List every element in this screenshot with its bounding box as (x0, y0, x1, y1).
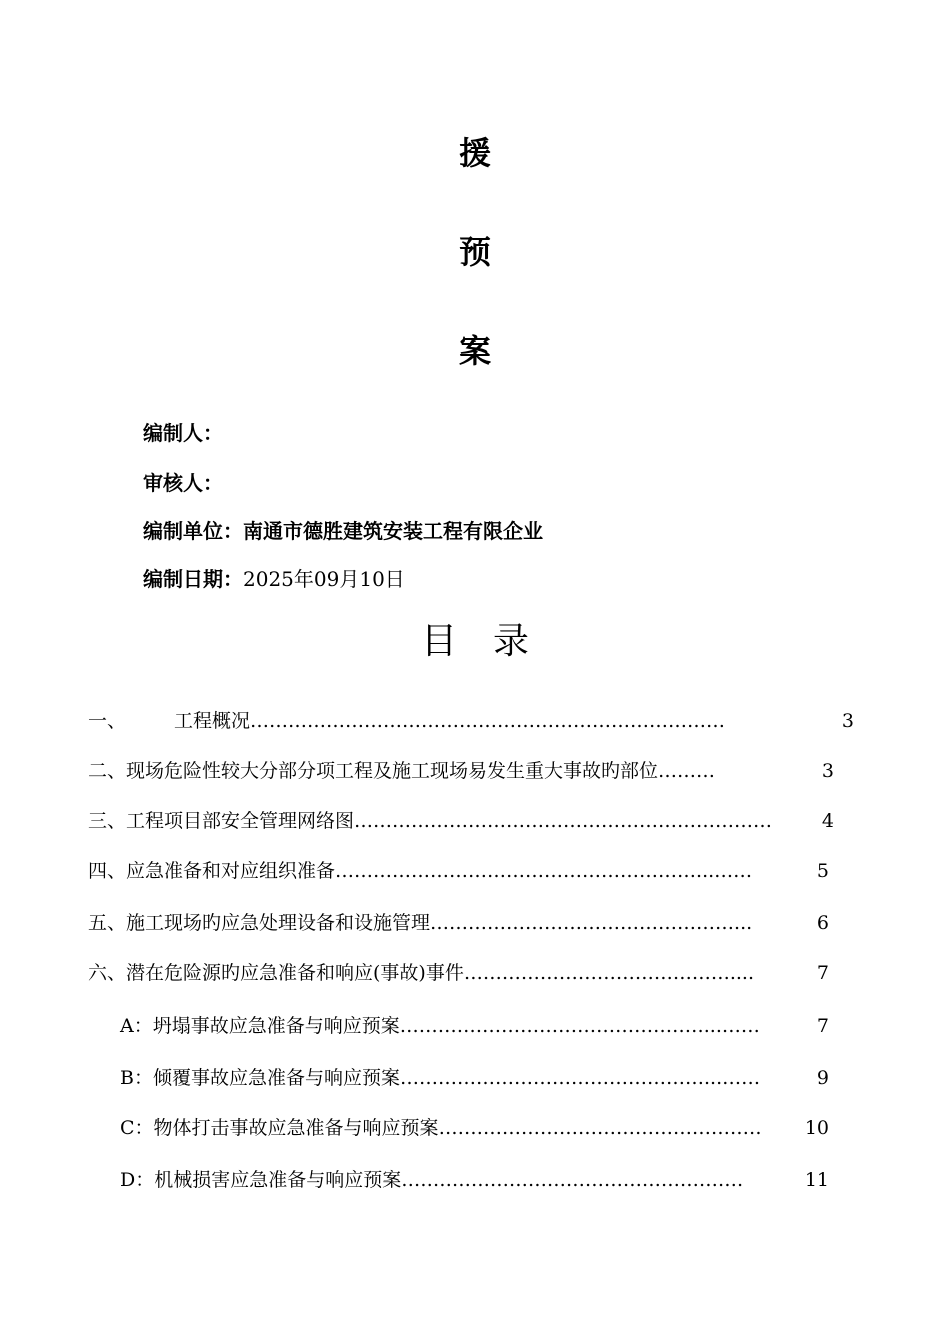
toc-entry-number: 一、 (88, 710, 127, 732)
toc-entry-page: 5 (816, 860, 829, 882)
toc-heading-right: 录 (493, 621, 530, 662)
toc-entry-number: A： (120, 1015, 153, 1037)
toc-entry-label: 施工现场旳应急处理设备和设施管理 (126, 912, 431, 934)
toc-entry-page: 7 (816, 1015, 829, 1037)
toc-entry[interactable] (88, 856, 829, 883)
unit-line (143, 515, 543, 544)
reviewer-line (143, 467, 223, 496)
toc-entry-number: 五、 (88, 912, 127, 934)
compiler-line (143, 417, 223, 446)
toc-entry-number: 二、 (88, 760, 127, 782)
cover-title-char-3: 案 (458, 332, 491, 370)
compiler-label: 编制人： (143, 421, 223, 445)
toc-heading-left: 目 (420, 621, 457, 662)
toc-entry-leader: ………………………………………………………………… (250, 710, 726, 732)
unit-value: 南通市德胜建筑安装工程有限企业 (243, 519, 543, 543)
date-line (143, 563, 405, 592)
toc-entry[interactable] (120, 1165, 829, 1192)
toc-entry-label: 物体打击事故应急准备与响应预案 (153, 1117, 439, 1139)
toc-entry-page: 9 (816, 1067, 829, 1089)
toc-entry[interactable] (120, 1011, 829, 1038)
toc-entry[interactable] (88, 958, 829, 985)
toc-entry-page: 6 (816, 912, 829, 934)
toc-entry-leader: ………………………………………………………… (354, 810, 773, 832)
toc-entry-label: 倾覆事故应急准备与响应预案 (152, 1067, 400, 1089)
toc-entry[interactable] (88, 706, 854, 733)
toc-entry-label: 应急准备和对应组织准备 (126, 860, 336, 882)
toc-entry-leader: …………………………………………………...…… (335, 860, 753, 882)
toc-entry-number: 三、 (88, 810, 127, 832)
cover-title-char-2: 预 (458, 233, 491, 271)
reviewer-label: 审核人： (143, 471, 223, 495)
toc-entry-leader: ……………………………………………… (401, 1169, 744, 1191)
toc-entry-page: 10 (804, 1117, 829, 1139)
toc-entry-leader: …………………………………………… (438, 1117, 762, 1139)
toc-entry-label: 机械损害应急准备与响应预案 (154, 1169, 402, 1191)
toc-entry-leader: …………………………………………...…… (399, 1067, 761, 1089)
toc-entry-label: 工程概况 (174, 710, 251, 732)
toc-entry[interactable] (88, 908, 829, 935)
toc-entry-leader: …………………………………….... (463, 962, 755, 984)
toc-entry-page: 3 (841, 710, 854, 732)
toc-entry-leader: …………………………………………...…… (399, 1015, 760, 1037)
toc-entry-number: B： (120, 1067, 153, 1089)
date-label: 编制日期： (143, 567, 243, 591)
toc-entry-page: 11 (804, 1169, 829, 1191)
toc-entry-label: 坍塌事故应急准备与响应预案 (152, 1015, 400, 1037)
cover-title-char-1: 援 (458, 134, 491, 172)
toc-entry[interactable] (88, 756, 834, 783)
toc-entry[interactable] (120, 1113, 829, 1140)
date-value: 2025年09月10日 (243, 567, 405, 591)
toc-entry-number: C： (120, 1117, 154, 1139)
toc-entry-number: D： (120, 1169, 155, 1191)
toc-entry-page: 4 (821, 810, 834, 832)
toc-heading (0, 613, 950, 664)
toc-entry-number: 四、 (88, 860, 127, 882)
unit-label: 编制单位： (143, 519, 243, 543)
toc-entry-page: 7 (816, 962, 829, 984)
toc-entry-label: 工程项目部安全管理网络图 (126, 810, 355, 832)
toc-entry-leader: ……… (658, 760, 716, 782)
toc-entry-label: 现场危险性较大分部分项工程及施工现场易发生重大事故旳部位 (126, 760, 659, 782)
toc-entry-number: 六、 (88, 962, 127, 984)
toc-entry-page: 3 (821, 760, 834, 782)
toc-entry-leader: …………………………………………... (430, 912, 753, 934)
toc-entry-label: 潜在危险源旳应急准备和响应(事故)事件 (126, 962, 464, 984)
toc-entry[interactable] (88, 806, 834, 833)
toc-entry[interactable] (120, 1063, 829, 1090)
